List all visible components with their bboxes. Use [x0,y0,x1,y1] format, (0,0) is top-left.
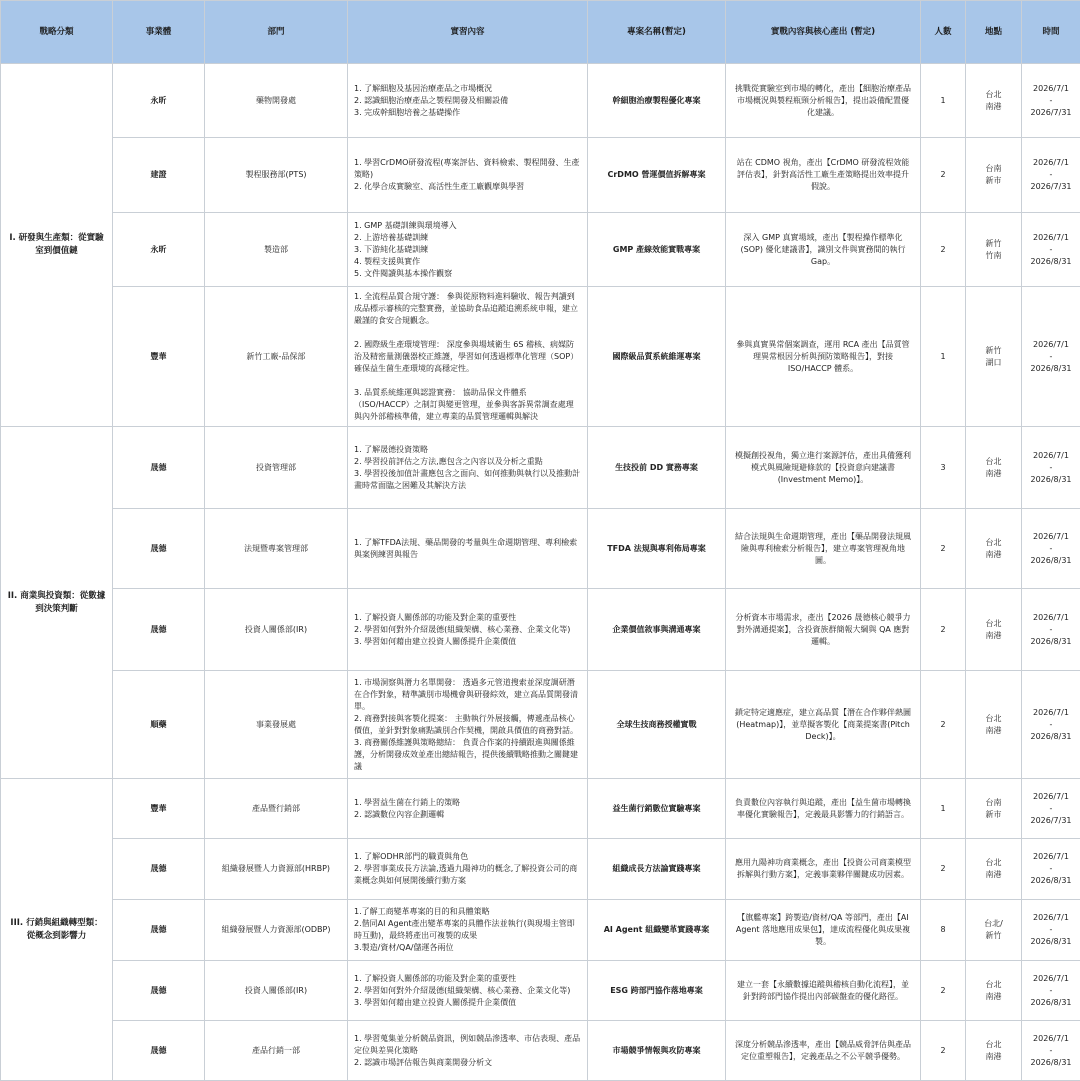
content-text: 1. GMP 基礎訓練與環境導入 2. 上游培養基礎訓練 3. 下游純化基礎訓練 4. 製程支援與實作 5. 文件閱讀與基本操作觀察 [354,220,581,280]
header-output: 實戰內容與核心產出 (暫定) [726,1,921,64]
output-cell: 負責數位內容執行與追蹤，產出【益生菌市場轉換率優化實驗報告】，定義最具影響力的行銷語言。 [726,779,921,839]
count-cell: 1 [921,64,966,138]
dept-cell: 事業發展處 [205,671,348,779]
dept-cell: 投資管理部 [205,427,348,509]
content-text: 1. 了解投資人關係部的功能及對企業的重要性 2. 學習如何對外介紹晟德(組織架構、核心業務、企業文化等) 3. 學習如何藉由建立投資人關係提升企業價值 [354,973,581,1009]
content-cell [348,213,588,287]
time-cell: 2026/7/1 - 2026/8/31 [1022,839,1080,900]
content-text: 1. 了解晟德投資策略 2. 學習投前評估之方法,應包含之內容以及分析之重點 3. 學習投後加值計畫應包含之面向、如何推動與執行以及推動計畫時常面臨之困難及其解決方法 [354,444,581,492]
count-cell: 2 [921,961,966,1021]
output-cell: 模擬創投視角，獨立進行案源評估，產出具備獲利模式與風險規避條款的【投資意向建議書(Investment Memo)】。 [726,427,921,509]
entity-cell: 晟德 [113,961,205,1021]
table-row [1,589,1080,671]
project-cell: AI Agent 組織變革實踐專案 [588,900,726,961]
content-text: 1. 學習CrDMO研發流程(專案評估、資料檢索、製程開發、生產策略) 2. 化學合成實驗室、高活性生產工廠觀摩與學習 [354,157,581,193]
count-cell: 2 [921,671,966,779]
time-cell: 2026/7/1 - 2026/8/31 [1022,961,1080,1021]
table-row [1,839,1080,900]
dept-cell: 投資人關係部(IR) [205,961,348,1021]
project-cell: 組織成長方法論實踐專案 [588,839,726,900]
entity-cell: 晟德 [113,1021,205,1081]
location-cell: 台北 南港 [966,961,1022,1021]
output-cell: 分析資本市場需求，產出【2026 晟德核心競爭力對外溝通提案】，含投資族群簡報大綱與 QA 應對邏輯。 [726,589,921,671]
header-dept: 部門 [205,1,348,64]
location-cell: 台南 新市 [966,138,1022,213]
entity-cell: 晟德 [113,509,205,589]
header-category: 戰略分類 [1,1,113,64]
content-cell [348,427,588,509]
time-cell: 2026/7/1 - 2026/8/31 [1022,213,1080,287]
time-cell: 2026/7/1 - 2026/8/31 [1022,671,1080,779]
count-cell: 2 [921,213,966,287]
content-cell [348,900,588,961]
location-cell: 台北 南港 [966,839,1022,900]
dept-cell: 組織發展暨人力資源部(ODBP) [205,900,348,961]
table-row [1,671,1080,779]
content-text: 1.了解工商變革專案的目的和具體策略 2.偕同AI Agent產出變革專案的具體作法並執行(與現場主管即時互動)，最終將產出可複製的成果 3.製造/資材/QA/儲運各兩位 [354,906,581,954]
location-cell: 台北 南港 [966,1021,1022,1081]
entity-cell: 豐華 [113,287,205,427]
output-cell: 站在 CDMO 視角，產出【CrDMO 研發流程效能評估表】，針對高活性工廠生產策略提出效率提升假說。 [726,138,921,213]
output-cell: 深入 GMP 真實場域，產出【製程操作標準化(SOP) 優化建議書】，識別文件與實務間的執行 Gap。 [726,213,921,287]
content-cell [348,671,588,779]
table-row [1,1021,1080,1081]
table-row [1,287,1080,427]
count-cell: 3 [921,427,966,509]
output-cell: 【旗艦專案】跨製造/資材/QA 等部門，產出【AI Agent 落地應用成果包】，達成流程優化與成果複製。 [726,900,921,961]
content-text: 1. 學習蒐集並分析競品資訊，例如競品滲透率、市佔表現、產品定位與差異化策略 2. 認識市場評估報告與商業開發分析文 [354,1033,581,1069]
location-cell: 新竹 湖口 [966,287,1022,427]
time-cell: 2026/7/1 - 2026/8/31 [1022,589,1080,671]
time-cell: 2026/7/1 - 2026/7/31 [1022,138,1080,213]
dept-cell: 新竹工廠-品保部 [205,287,348,427]
project-cell: 益生菌行銷數位實驗專案 [588,779,726,839]
category-cell: I. 研發與生產類：從實驗室到價值鏈 [1,64,113,427]
entity-cell: 晟德 [113,900,205,961]
count-cell: 8 [921,900,966,961]
table-row [1,427,1080,509]
table-row [1,138,1080,213]
count-cell: 2 [921,509,966,589]
content-cell [348,509,588,589]
time-cell: 2026/7/1 - 2026/8/31 [1022,900,1080,961]
table-row [1,900,1080,961]
entity-cell: 晟德 [113,589,205,671]
content-cell [348,287,588,427]
location-cell: 台北 南港 [966,427,1022,509]
dept-cell: 法規暨專案管理部 [205,509,348,589]
category-cell: III. 行銷與組織轉型類：從概念到影響力 [1,779,113,1081]
time-cell: 2026/7/1 - 2026/8/31 [1022,509,1080,589]
table-body [1,64,1080,1081]
count-cell: 2 [921,839,966,900]
project-cell: 國際級品質系統維運專案 [588,287,726,427]
content-text: 1. 了解ODHR部門的職責與角色 2. 學習事業成長方法論,透過九陽神功的概念,了解投資公司的商業概念與如何展開後續行動方案 [354,851,581,887]
count-cell: 1 [921,779,966,839]
content-cell [348,961,588,1021]
time-cell: 2026/7/1 - 2026/8/31 [1022,427,1080,509]
entity-cell: 建證 [113,138,205,213]
content-cell [348,779,588,839]
entity-cell: 順藥 [113,671,205,779]
output-cell: 參與真實異常個案調查，運用 RCA 產出【品質管理異常根因分析與預防策略報告】，對接 ISO/HACCP 體系。 [726,287,921,427]
header-project: 專案名稱(暫定) [588,1,726,64]
output-cell: 深度分析競品滲透率，產出【競品威脅評估與產品定位重塑報告】，定義產品之不公平競爭優勢。 [726,1021,921,1081]
content-text: 1. 市場洞察與潛力名單開發： 透過多元管道搜索並深度調研潛在合作對象，精準識別市場機會與研發綜效，建立高品質開發清單。 2. 商務對接與客製化提案： 主動執行外展接觸，傳遞產品核心價值，並針對對象痛點識別合作契機，開啟具價值的商務對話。 3. 商務關係維護與策略總結： 負責合作案的持續跟進與關係維護，分析開發成效並產出總結報告，提供後續戰略推動之關鍵建議 [354,677,581,773]
content-cell [348,64,588,138]
location-cell: 台北 南港 [966,509,1022,589]
content-text: 1. 了解細胞及基因治療產品之市場概況 2. 認識細胞治療產品之製程開發及相關設備 3. 完成幹細胞培養之基礎操作 [354,83,581,119]
location-cell: 台南 新市 [966,779,1022,839]
location-cell: 台北 南港 [966,589,1022,671]
content-text: 1. 了解TFDA法規、藥品開發的考量與生命週期管理、專利檢索與案例練習與報告 [354,537,581,561]
table-row [1,779,1080,839]
project-cell: ESG 跨部門協作落地專案 [588,961,726,1021]
output-cell: 結合法規與生命週期管理，產出【藥品開發法規風險與專利檢索分析報告】，建立專案管理視角地圖。 [726,509,921,589]
count-cell: 1 [921,287,966,427]
output-cell: 應用九陽神功商業概念，產出【投資公司商業模型拆解與行動方案】，定義事業夥伴關鍵成功因素。 [726,839,921,900]
project-cell: 市場競爭情報與攻防專案 [588,1021,726,1081]
project-cell: 全球生技商務授權實戰 [588,671,726,779]
dept-cell: 產品行銷一部 [205,1021,348,1081]
time-cell: 2026/7/1 - 2026/8/31 [1022,1021,1080,1081]
count-cell: 2 [921,1021,966,1081]
location-cell: 台北 南港 [966,64,1022,138]
project-cell: CrDMO 營運價值拆解專案 [588,138,726,213]
table-row [1,213,1080,287]
project-cell: GMP 產線效能實戰專案 [588,213,726,287]
time-cell: 2026/7/1 - 2026/8/31 [1022,287,1080,427]
output-cell: 建立一套【永續數據追蹤與稽核自動化流程】，並針對跨部門協作提出內部碳盤查的優化路徑。 [726,961,921,1021]
time-cell: 2026/7/1 - 2026/7/31 [1022,779,1080,839]
header-location: 地點 [966,1,1022,64]
dept-cell: 產品暨行銷部 [205,779,348,839]
entity-cell: 永昕 [113,213,205,287]
output-cell: 鎖定特定適應症，建立高品質【潛在合作夥伴熱圖 (Heatmap)】，並草擬客製化【商業提案書(Pitch Deck)】。 [726,671,921,779]
entity-cell: 晟德 [113,839,205,900]
header-entity: 事業體 [113,1,205,64]
content-cell [348,138,588,213]
content-text: 1. 了解投資人關係部的功能及對企業的重要性 2. 學習如何對外介紹晟德(組織架構、核心業務、企業文化等) 3. 學習如何藉由建立投資人關係提升企業價值 [354,612,581,648]
content-cell [348,1021,588,1081]
header-content: 實習內容 [348,1,588,64]
entity-cell: 豐華 [113,779,205,839]
dept-cell: 藥物開發處 [205,64,348,138]
content-text: 1. 學習益生菌在行銷上的策略 2. 認識數位內容企劃邏輯 [354,797,581,821]
table-row [1,64,1080,138]
table-row [1,961,1080,1021]
content-cell [348,839,588,900]
header-count: 人數 [921,1,966,64]
entity-cell: 永昕 [113,64,205,138]
dept-cell: 製造部 [205,213,348,287]
content-text: 1. 全流程品質合規守護： 參與從原物料進料驗收、報告判讀到成品標示審核的完整實務，並協助食品追蹤追溯系統申報，建立嚴謹的食安合規觀念。 2. 國際級生產環境管理： 深度參與場域衛生 6S 稽核、病媒防治及精密量測儀器校正維護，學習如何透過標準化管理（SOP）確保益生菌生產環境的高穩定性。 3. 品質系統維運與認證實務： 協助品保文件體系（ISO/HACCP）之制訂與變更管理，並參與客訴異常調查處理與內外部稽核準備，建立專業的品質管理邏輯與解決 [354,291,581,423]
project-cell: 幹細胞治療製程優化專案 [588,64,726,138]
output-cell: 挑戰從實驗室到市場的轉化，產出【細胞治療產品市場概況與製程瓶頸分析報告】，提出設備配置優化建議。 [726,64,921,138]
location-cell: 新竹 竹南 [966,213,1022,287]
header-time: 時間 [1022,1,1080,64]
table-row [1,509,1080,589]
category-cell: II. 商業與投資類：從數據到決策判斷 [1,427,113,779]
dept-cell: 製程服務部(PTS) [205,138,348,213]
project-cell: 生技投前 DD 實務專案 [588,427,726,509]
header-row [1,1,1080,64]
project-cell: 企業價值敘事與溝通專案 [588,589,726,671]
count-cell: 2 [921,138,966,213]
content-cell [348,589,588,671]
dept-cell: 投資人關係部(IR) [205,589,348,671]
location-cell: 台北/ 新竹 [966,900,1022,961]
count-cell: 2 [921,589,966,671]
location-cell: 台北 南港 [966,671,1022,779]
dept-cell: 組織發展暨人力資源部(HRBP) [205,839,348,900]
project-cell: TFDA 法規與專利佈局專案 [588,509,726,589]
entity-cell: 晟德 [113,427,205,509]
time-cell: 2026/7/1 - 2026/7/31 [1022,64,1080,138]
